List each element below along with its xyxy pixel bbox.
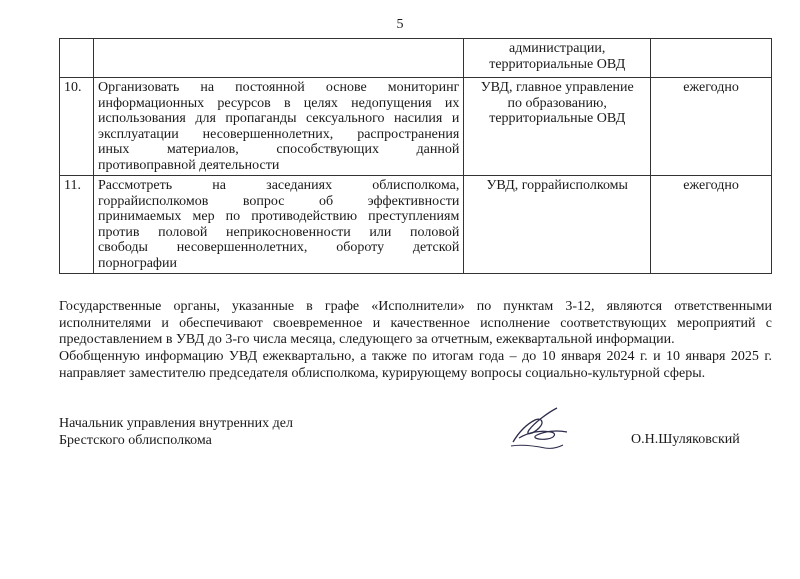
row-number: 11. — [60, 176, 94, 274]
page-number: 5 — [396, 17, 404, 32]
row-executors — [464, 78, 651, 176]
row-term — [651, 39, 772, 78]
action-line: принимаемых мер по противодействию преступлениям — [97, 209, 460, 224]
action-line: эксплуатации несовершеннолетних, распространения — [97, 126, 460, 142]
handwritten-signature-icon — [505, 402, 575, 454]
action-line: информационных ресурсов в целях недопущения их — [97, 95, 460, 111]
signatory-position — [59, 416, 293, 449]
action-line: порнографии — [97, 255, 177, 271]
executor-line: по образованию, — [507, 95, 607, 111]
action-line: использования для пропаганды сексуального насилия и — [97, 111, 460, 126]
action-line: Рассмотреть на заседаниях облисполкома, — [97, 178, 460, 193]
row-term: ежегодно — [651, 78, 772, 176]
action-line: против половой неприкосновенности или половой — [97, 224, 460, 240]
action-line: Организовать на постоянной основе мониторинг — [97, 80, 460, 95]
action-line: горрайисполкомов вопрос об эффективности — [97, 193, 460, 209]
reporting-paragraph: Обобщенную информацию УВД ежеквартально, а также по итогам года – до 10 января 2024 г. и 10 января 2025 г. направляет заместителю председателя облисполкома, курирующему вопросы социально-культурной сферы. — [59, 349, 772, 381]
signatory-name: О.Н.Шуляковский — [631, 432, 740, 447]
row-action — [93, 176, 463, 274]
row-action — [93, 39, 463, 78]
executor-line: территориальные ОВД — [489, 56, 626, 72]
table-row — [60, 78, 772, 176]
responsibility-paragraph: Государственные органы, указанные в графе «Исполнители» по пунктам 3-12, являются ответственными исполнителями и обеспечивают своевременное и качественное исполнение соответствующих мероприятий с предоставлением в УВД до 3-го числа месяца, следующего за отчетным, ежеквартальной информации. — [59, 299, 772, 347]
table-row — [60, 39, 772, 78]
row-executors — [464, 176, 651, 274]
position-line: Брестского облисполкома — [59, 432, 212, 448]
row-number — [60, 39, 94, 78]
action-line: противоправной деятельности — [97, 157, 280, 173]
executor-line: территориальные ОВД — [489, 111, 626, 126]
executor-line: администрации, — [509, 41, 606, 56]
row-number: 10. — [60, 78, 94, 176]
row-executors — [464, 39, 651, 78]
executor-line: УВД, главное управление — [480, 80, 634, 95]
row-term: ежегодно — [651, 176, 772, 274]
measures-table — [59, 38, 772, 274]
position-line: Начальник управления внутренних дел — [59, 416, 293, 431]
table-row — [60, 176, 772, 274]
action-line: иных материалов, способствующих данной — [97, 142, 460, 157]
row-action — [93, 78, 463, 176]
executor-line: УВД, горрайисполкомы — [486, 178, 628, 193]
action-line: свободы несовершеннолетних, обороту детской — [97, 240, 460, 255]
